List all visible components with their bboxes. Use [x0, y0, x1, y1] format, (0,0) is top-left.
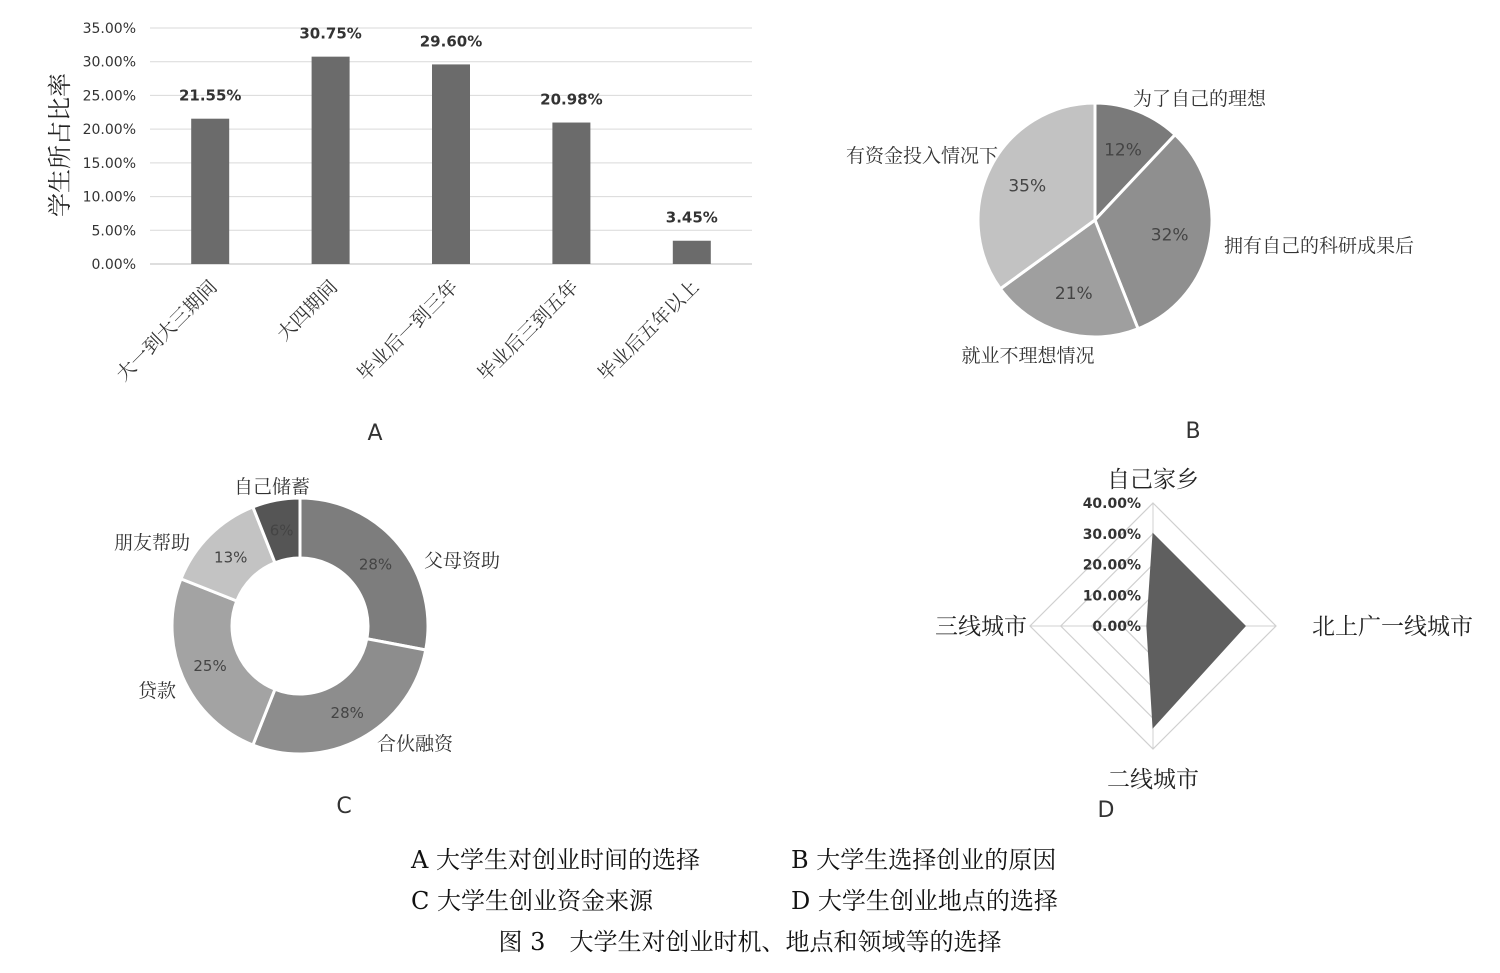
chart-c-slice-percent: 28%	[358, 555, 393, 574]
chart-b-slice-percent: 32%	[1150, 225, 1189, 246]
chart-a-category-label: 大四期间	[272, 275, 343, 346]
chart-a-category-label: 大一到大三期间	[112, 275, 222, 386]
chart-a-y-tick: 15.00%	[82, 155, 136, 172]
chart-a-bar	[673, 241, 711, 264]
chart-b-slice-label: 就业不理想情况	[961, 345, 1095, 367]
chart-c-slice-percent: 13%	[214, 548, 248, 567]
chart-c-slice-label: 合伙融资	[377, 733, 454, 755]
chart-a-data-label: 21.55%	[178, 86, 242, 105]
chart-c-slice-label: 朋友帮助	[113, 532, 190, 554]
chart-b-pie-chart	[846, 87, 1414, 367]
chart-d-radar-chart	[935, 467, 1473, 793]
chart-a-y-axis-title: 学生所占比率	[46, 73, 74, 217]
chart-b-slice-percent: 12%	[1104, 140, 1142, 161]
chart-c-slice-percent: 25%	[193, 656, 227, 675]
chart-a-category-label: 毕业后一到三年	[352, 275, 463, 386]
chart-d-axis-label: 自己家乡	[1107, 467, 1199, 493]
chart-a-y-tick: 35.00%	[82, 21, 136, 37]
chart-d-radial-tick: 10.00%	[1082, 588, 1141, 605]
chart-a-y-tick: 0.00%	[91, 257, 136, 273]
chart-a-bar	[432, 64, 470, 264]
chart-b-slice-label: 有资金投入情况下	[845, 145, 998, 167]
chart-b-slice-label: 为了自己的理想	[1133, 88, 1267, 110]
chart-c-slice-percent: 6%	[269, 521, 294, 540]
caption-c: C 大学生创业资金来源	[411, 887, 653, 915]
chart-b-slice-percent: 35%	[1008, 176, 1047, 197]
chart-c-slice-label: 贷款	[137, 680, 176, 702]
caption-d: D 大学生创业地点的选择	[791, 887, 1058, 915]
panel-c-letter: C	[336, 794, 352, 819]
chart-d-radial-tick: 40.00%	[1082, 496, 1141, 512]
chart-d-axis-label: 二线城市	[1107, 767, 1199, 793]
chart-a-y-tick: 10.00%	[82, 189, 136, 206]
chart-a-y-tick: 20.00%	[82, 122, 136, 139]
chart-a-y-tick: 25.00%	[82, 88, 136, 105]
chart-a-y-tick: 5.00%	[91, 223, 136, 240]
figure-caption: 图 3 大学生对创业时机、地点和领域等的选择	[498, 928, 1002, 956]
chart-c-slice-label: 父母资助	[424, 550, 501, 572]
caption-b: B 大学生选择创业的原因	[791, 846, 1057, 874]
chart-a-bar	[312, 57, 350, 264]
chart-a-bar	[191, 119, 229, 264]
chart-a-data-label: 29.60%	[419, 32, 483, 51]
caption-a: A 大学生对创业时间的选择	[411, 846, 700, 874]
chart-a-bar	[552, 123, 590, 264]
chart-b-slice-label: 拥有自己的科研成果后	[1224, 235, 1415, 257]
chart-c-slice-label: 自己储蓄	[233, 476, 311, 498]
panel-b-letter: B	[1185, 419, 1201, 444]
chart-a-bar-chart	[46, 21, 752, 386]
chart-a-data-label: 20.98%	[540, 90, 603, 109]
panel-d-letter: D	[1097, 798, 1115, 823]
chart-d-axis-label: 北上广一线城市	[1312, 614, 1473, 640]
chart-d-radial-tick: 20.00%	[1082, 557, 1141, 574]
chart-c-slice-percent: 28%	[330, 703, 364, 722]
chart-a-data-label: 30.75%	[299, 24, 362, 43]
panel-a-letter: A	[367, 421, 383, 446]
chart-d-radial-tick: 30.00%	[1082, 526, 1141, 543]
chart-b-slice-percent: 21%	[1054, 284, 1093, 305]
chart-c-donut-slice	[300, 498, 428, 650]
chart-d-radial-tick: 0.00%	[1092, 619, 1141, 635]
chart-a-category-label: 毕业后三到五年	[473, 275, 583, 386]
chart-a-y-tick: 30.00%	[82, 54, 136, 71]
chart-d-axis-label: 三线城市	[935, 614, 1027, 640]
chart-d-data-area	[1147, 534, 1245, 728]
chart-a-category-label: 毕业后五年以上	[593, 275, 704, 386]
chart-a-data-label: 3.45%	[665, 208, 718, 227]
chart-c-donut-chart	[114, 476, 500, 755]
